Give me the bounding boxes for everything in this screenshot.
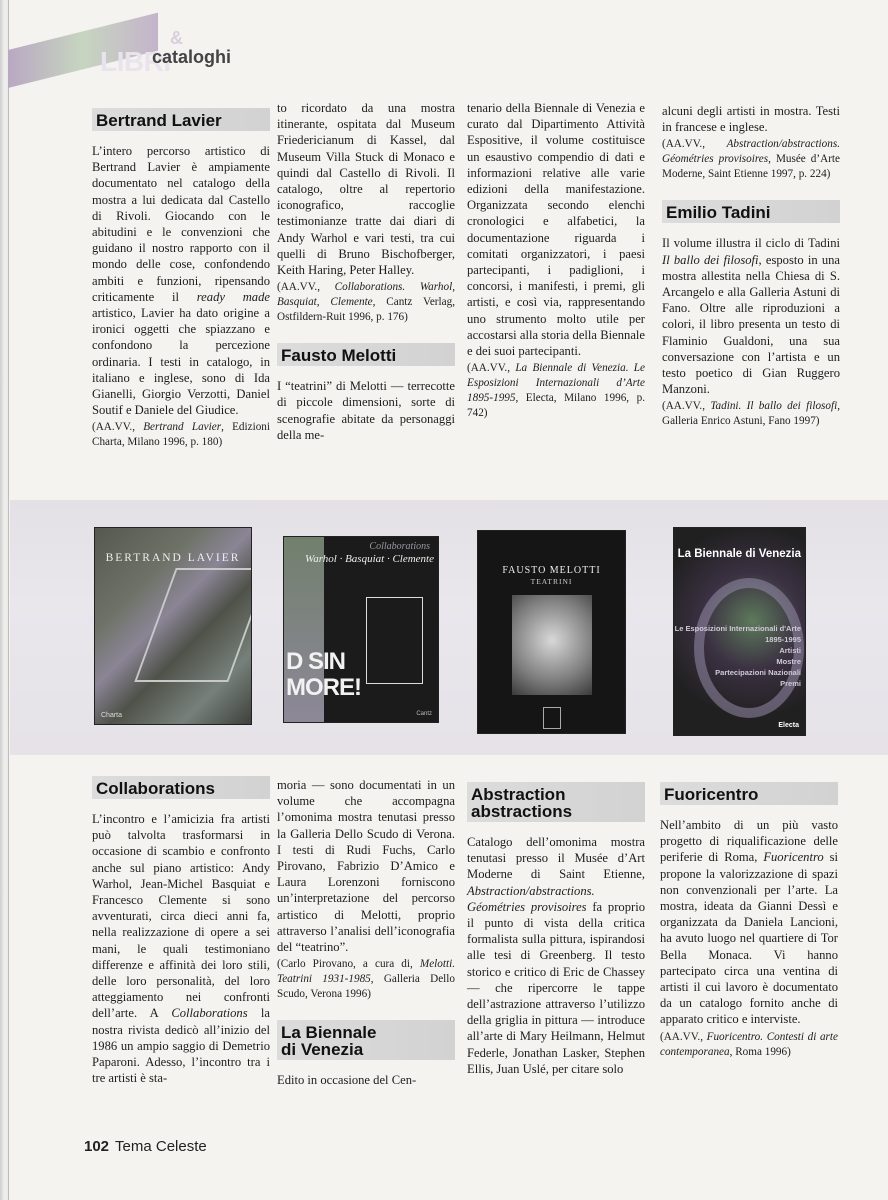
cover-publisher: Charta bbox=[101, 712, 123, 719]
article-body-abstraction-cont: alcuni degli artisti in mostra. Testi in francese e inglese. bbox=[662, 104, 840, 135]
column-2-top bbox=[277, 100, 455, 443]
cover-subtitle: TEATRINI bbox=[530, 577, 573, 586]
heading-fuoricentro: Fuoricentro bbox=[660, 782, 838, 805]
heading-bertrand-lavier: Bertrand Lavier bbox=[92, 108, 270, 131]
heading-fausto-melotti: Fausto Melotti bbox=[277, 343, 455, 366]
heading-biennale: La Biennale di Venezia bbox=[277, 1020, 455, 1060]
cover-photo bbox=[512, 595, 592, 695]
citation-tadini: (AA.VV., Tadini. Il ballo dei filosofi, Galleria Enrico Astuni, Fano 1997) bbox=[662, 400, 840, 428]
citation-melotti: (Carlo Pirovano, a cura di, Melotti. Teatrini 1931-1985, Galleria Dello Scudo, Verona 1996) bbox=[277, 958, 455, 1001]
cover-fausto-melotti bbox=[478, 531, 625, 733]
cover-bertrand-lavier bbox=[95, 528, 251, 724]
column-1-top bbox=[92, 108, 270, 450]
page-spine bbox=[0, 0, 9, 1200]
article-body-melotti-cont: moria — sono documentati in un volume che accompagna l’omonima mostra tenutasi presso la Galleria Dello Scudo di Verona. I testi di Rudi Fuchs, Carlo Pirovano, Fabrizio D’Amico e Laura Lorenzoni forniscono un’interpretazione del percorso artistico di Melotti, proprio attraverso l’analisi dell’iconografia del “teatrino”. bbox=[277, 778, 455, 955]
column-4-top bbox=[662, 103, 840, 429]
column-3-top bbox=[467, 100, 645, 421]
cover-title: BERTRAND LAVIER bbox=[105, 552, 241, 564]
cover-collaborations bbox=[284, 537, 438, 722]
cover-lines: Le Esposizioni Internazionali d'Arte 1895-1995 Artisti Mostre Partecipazioni Nazionali Premi bbox=[674, 624, 801, 688]
rubric-ampersand: & bbox=[170, 28, 183, 48]
article-body-lavier: L’intero percorso artistico di Bertrand Lavier è ampiamente documentato nel catalogo della mostra a lui dedicata dal Castello di Rivoli. Giocando con le abitudini e le convenzioni che guidano il nostro rapporto con il mondo delle cose, confondendo ambiti e funzioni, ripensando criticamente il ready made artistico, Lavier ha dato origine a ironici oggetti che spiazzano e confondono la percezione ordinaria. I testi in catalogo, in italiano e inglese, sono di Ida Gianelli, Giorgio Verzotti, Daniel Soutif e Daniele del Giudice. bbox=[92, 144, 270, 418]
article-body-biennale: Edito in occasione del Cen- bbox=[277, 1073, 417, 1088]
column-4-bottom bbox=[660, 782, 838, 1060]
cover-title: FAUSTO MELOTTI bbox=[502, 565, 601, 576]
page-number: 102 bbox=[84, 1138, 110, 1155]
cover-series: Collaborations bbox=[369, 541, 430, 552]
cover-biennale-venezia bbox=[674, 528, 805, 735]
rubric-cataloghi: cataloghi bbox=[152, 47, 232, 67]
article-body-collaborations: L’incontro e l’amicizia fra artisti può talvolta trasformarsi in occasione di scambio e confronto anche sul piano artistico: Andy Warhol, Jean-Michel Basquiat e Francesco Clemente si sono avventurati, circa dieci anni fa, nella realizzazione di opere a sei mani, le quali testimoniano differenze e affinità dei loro stili, delle loro personalità, del loro atteggiamento nei confronti dell’arte. A Collaborations la nostra rivista dedicò all’inizio del 1986 un ampio saggio di Demetrio Paparoni. Adesso, l’incontro tra i tre artisti è sta- bbox=[92, 812, 270, 1086]
article-body-biennale-cont: tenario della Biennale di Venezia e curato dal Dipartimento Attività Espositive, il volume costituisce un esaustivo compendio di dati e informazioni relative alle varie edizioni della manifestazione. Organizzata secondo elenchi cronologici e alfabetici, la documentazione riguarda i comitati organizzatori, i paesi partecipanti, i padiglioni, i concorsi, i manifesti, i premi, gli artisti, e così via, rappresentando uno strumento molto utile per accostarsi alla storia della Biennale e dei suoi partecipanti. bbox=[467, 101, 645, 359]
citation-fuoricentro: (AA.VV., Fuoricentro. Contesti di arte contemporanea, Roma 1996) bbox=[660, 1030, 838, 1058]
heading-abstraction: Abstraction abstractions bbox=[467, 782, 645, 822]
article-body-fuoricentro: Nell’ambito di un più vasto progetto di riqualificazione delle periferie di Roma, Fuoricentro si propone la valorizzazione di spazi non convenzionali per l’arte. La mostra, ideata da Gianni Dessì e organizzata da Daniela Lancioni, ha avuto luogo nel quartiere di Tor Bella Monaca. Vi hanno partecipato circa una ventina di artisti il cui lavoro è documentato da un catalogo fornito anche di apparato critico e interviste. bbox=[660, 818, 838, 1027]
cover-title: Warhol · Basquiat · Clemente bbox=[305, 553, 434, 565]
article-body-melotti: I “teatrini” di Melotti — terrecotte di piccole dimensioni, sorte di scenografie abitate da personaggi della me- bbox=[277, 379, 455, 442]
cover-publisher: Electa bbox=[778, 722, 799, 729]
citation-lavier: (AA.VV., Bertrand Lavier, Edizioni Charta, Milano 1996, p. 180) bbox=[92, 421, 270, 449]
magazine-name: Tema Celeste bbox=[115, 1138, 207, 1155]
column-2-bottom bbox=[277, 777, 455, 1088]
citation-biennale: (AA.VV., La Biennale di Venezia. Le Esposizioni Internazionali d’Arte 1895-1995, Electa, Milano 1996, p. 742) bbox=[467, 362, 645, 420]
column-3-bottom bbox=[467, 782, 645, 1077]
heading-emilio-tadini: Emilio Tadini bbox=[662, 200, 840, 223]
cover-art-text: D SIN MORE! bbox=[286, 648, 361, 701]
page-folio bbox=[84, 1138, 207, 1155]
rubric-libri: LIBRI bbox=[100, 46, 171, 77]
citation-abstraction: (AA.VV., Abstraction/abstractions. Géométries provisoires, Musée d’Arte Moderne, Saint Etienne 1997, p. 224) bbox=[662, 138, 840, 181]
cover-artwork bbox=[366, 597, 423, 684]
cover-title: La Biennale di Venezia bbox=[677, 548, 801, 560]
article-body-abstraction: Catalogo dell’omonima mostra tenutasi presso il Musée d’Art Moderne di Saint Etienne, Abstraction/abstractions. Géométries provisoires fa proprio il punto di vista della critica formalista sulla pittura, ispirandosi alle tesi di Greenberg. Il testo storico e critico di Eric de Chassey — che ripercorre le tappe dell’astrazione attraverso l’utilizzo della griglia in pittura — introduce all’arte di Mary Heilmann, Helmut Federle, Jonathan Lasker, Stephen Ellis, Juan Uslé, per citare solo bbox=[467, 835, 645, 1076]
article-body-tadini: Il volume illustra il ciclo di Tadini Il ballo dei filosofi, esposto in una mostra allestita nella Chiesa di S. Arcangelo e alla Galleria Astuni di Fano. Oltre alle riproduzioni a colori, il libro presenta un testo di Flaminio Gualdoni, una sua conversazione con l’artista e un testo poetico di Gian Ruggero Manzoni. bbox=[662, 236, 841, 397]
publisher-logo-icon bbox=[543, 707, 561, 729]
section-rubric bbox=[0, 0, 320, 110]
heading-collaborations: Collaborations bbox=[92, 776, 270, 799]
cover-publisher: Cantz bbox=[416, 711, 432, 717]
citation-collaborations: (AA.VV., Collaborations. Warhol, Basquiat, Clemente, Cantz Verlag, Ostfildern-Ruit 1996, p. 176) bbox=[277, 281, 455, 324]
article-body-collaborations-cont: to ricordato da una mostra itinerante, ospitata dal Museum Friedericianum di Kassel, dal Museum Villa Stuck di Monaco e quindi dal Castello di Rivoli. Il catalogo, oltre al repertorio iconografico, raccoglie testimonianze tratte dai diari di Andy Warhol e vari testi, tra cui quelli di Bruno Bischofberger, Keith Haring, Peter Halley. bbox=[277, 101, 455, 278]
column-1-bottom bbox=[92, 776, 270, 1086]
